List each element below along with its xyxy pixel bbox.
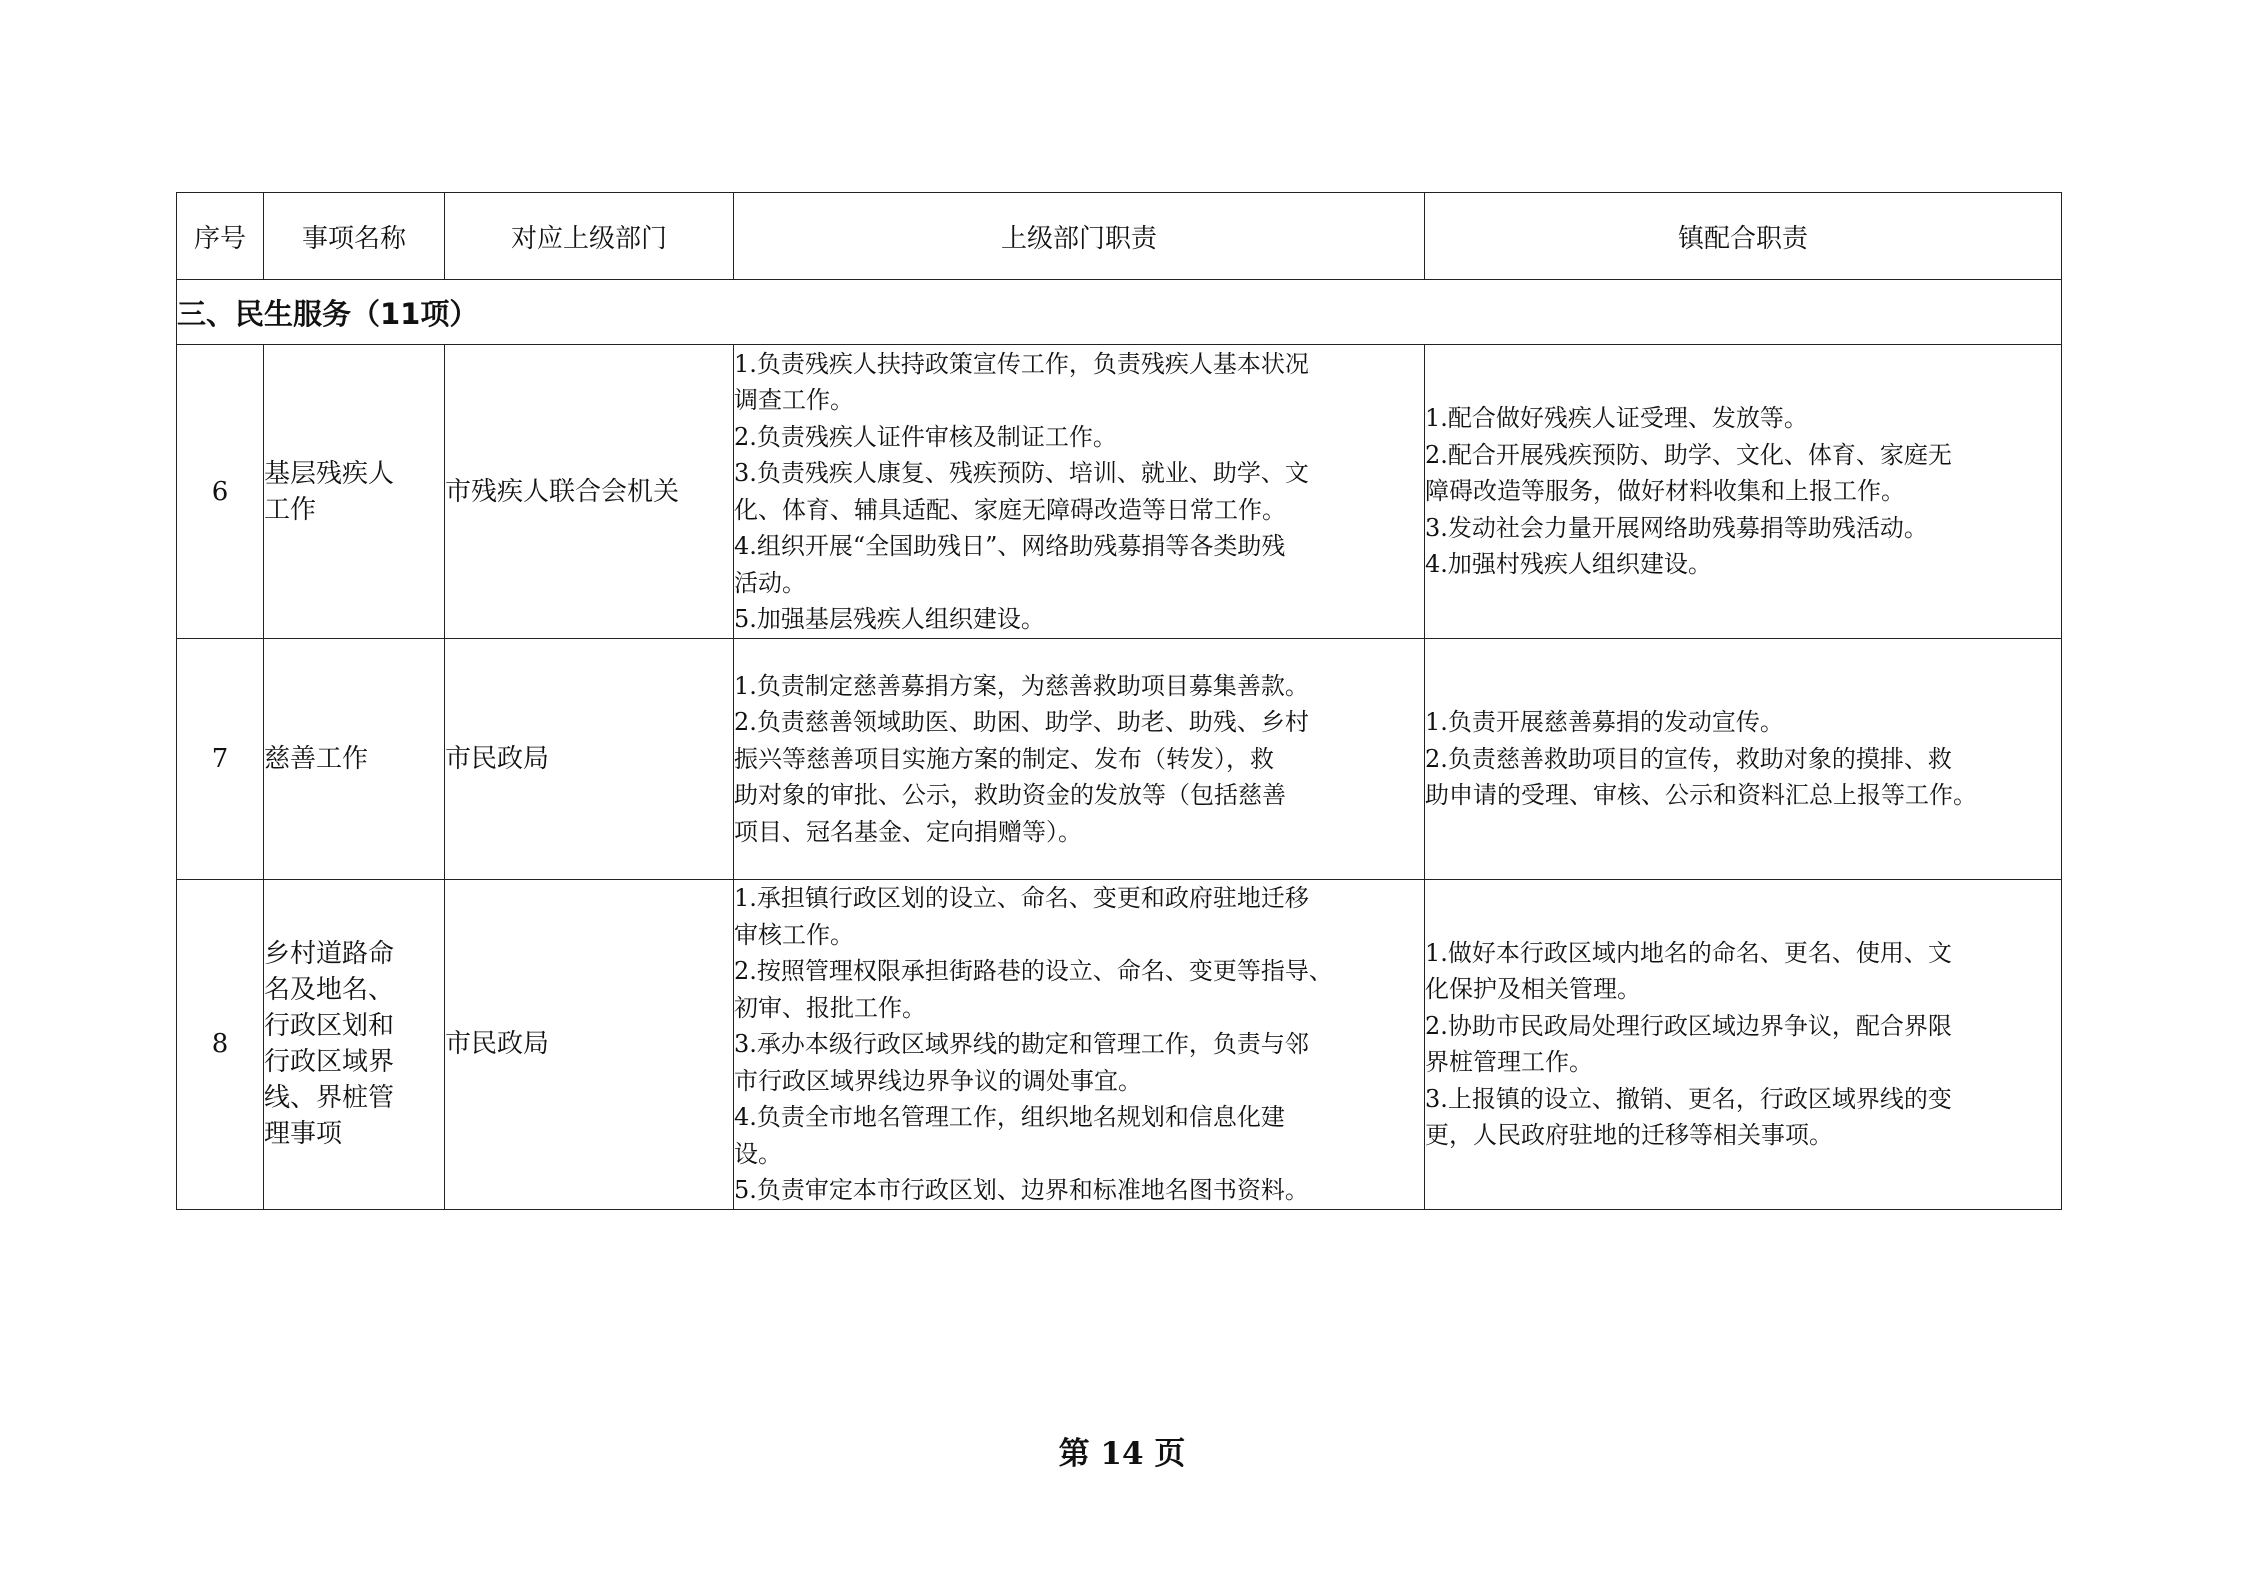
- row-seq: 8: [177, 880, 264, 1210]
- coop-line: 2.协助市民政局处理行政区域边界争议，配合界限: [1425, 1011, 1952, 1040]
- duties-table: [176, 192, 2062, 1210]
- coop-line: 3.发动社会力量开展网络助残募捐等助残活动。: [1425, 513, 1928, 542]
- duty-line: 项目、冠名基金、定向捐赠等）。: [734, 817, 1082, 846]
- section-row: [177, 280, 2062, 345]
- duty-line: 市行政区域界线边界争议的调处事宜。: [734, 1066, 1142, 1095]
- row-town-duties: [1425, 639, 2062, 880]
- item-name-line: 基层残疾人: [264, 458, 395, 489]
- coop-line: 2.负责慈善救助项目的宣传，救助对象的摸排、救: [1425, 744, 1952, 773]
- row-item-name: [264, 639, 445, 880]
- duty-line: 化、体育、辅具适配、家庭无障碍改造等日常工作。: [734, 495, 1286, 524]
- duty-line: 1.负责残疾人扶持政策宣传工作，负责残疾人基本状况: [734, 349, 1309, 378]
- coop-line: 1.配合做好残疾人证受理、发放等。: [1425, 404, 1808, 433]
- coop-line: 2.配合开展残疾预防、助学、文化、体育、家庭无: [1425, 440, 1952, 469]
- item-name-line: 行政区域界: [264, 1047, 395, 1078]
- row-town-duties: [1425, 345, 2062, 639]
- duty-line: 2.负责慈善领域助医、助困、助学、助老、助残、乡村: [734, 708, 1309, 737]
- row-department-duties: [734, 345, 1425, 639]
- header-seq: 序号: [177, 193, 264, 280]
- row-department: 市民政局: [445, 639, 734, 880]
- duty-line: 审核工作。: [734, 920, 854, 949]
- duty-line: 4.组织开展“全国助残日”、网络助残募捐等各类助残: [734, 532, 1286, 560]
- header-item-name: 事项名称: [264, 193, 445, 280]
- duty-line: 助对象的审批、公示，救助资金的发放等（包括慈善: [734, 781, 1286, 810]
- duty-line: 5.加强基层残疾人组织建设。: [734, 605, 1045, 633]
- duty-line: 初审、报批工作。: [734, 993, 926, 1022]
- header-town-duties: 镇配合职责: [1425, 193, 2062, 280]
- duty-line: 3.负责残疾人康复、残疾预防、培训、就业、助学、文: [734, 459, 1309, 487]
- coop-line: 1.负责开展慈善募捐的发动宣传。: [1425, 708, 1784, 737]
- section-title: 三、民生服务（11项）: [177, 280, 2062, 345]
- coop-line: 化保护及相关管理。: [1425, 975, 1641, 1004]
- item-name-line: 工作: [264, 494, 317, 525]
- table-row: [177, 880, 2062, 1210]
- item-name-line: 名及地名、: [264, 975, 395, 1006]
- row-department-duties: [734, 639, 1425, 880]
- row-seq: 7: [177, 639, 264, 880]
- row-item-name: [264, 345, 445, 639]
- coop-line: 障碍改造等服务，做好材料收集和上报工作。: [1425, 477, 1905, 506]
- row-town-duties: [1425, 880, 2062, 1210]
- item-name-line: 线、界桩管: [264, 1083, 395, 1114]
- coop-line: 4.加强村残疾人组织建设。: [1425, 550, 1712, 579]
- header-department: 对应上级部门: [445, 193, 734, 280]
- duty-line: 振兴等慈善项目实施方案的制定、发布（转发），救: [734, 744, 1274, 773]
- duty-line: 调查工作。: [734, 386, 854, 414]
- coop-line: 1.做好本行政区域内地名的命名、更名、使用、文: [1425, 938, 1952, 967]
- row-item-name: [264, 880, 445, 1210]
- duty-line: 2.负责残疾人证件审核及制证工作。: [734, 422, 1117, 451]
- item-name-line: 慈善工作: [264, 744, 369, 774]
- page-number: 第 14 页: [1058, 1436, 1186, 1472]
- duty-line: 1.负责制定慈善募捐方案，为慈善救助项目募集善款。: [734, 671, 1309, 700]
- duty-line: 1.承担镇行政区划的设立、命名、变更和政府驻地迁移: [734, 884, 1309, 912]
- item-name-line: 理事项: [264, 1119, 343, 1150]
- duty-line: 5.负责审定本市行政区划、边界和标准地名图书资料。: [734, 1176, 1309, 1204]
- table-row: [177, 639, 2062, 880]
- duty-line: 3.承办本级行政区域界线的勘定和管理工作，负责与邻: [734, 1030, 1309, 1058]
- table-header-row: [177, 193, 2062, 280]
- header-department-duties: 上级部门职责: [734, 193, 1425, 280]
- row-department: 市民政局: [445, 880, 734, 1210]
- table-row: [177, 345, 2062, 639]
- row-department-duties: [734, 880, 1425, 1210]
- coop-line: 3.上报镇的设立、撤销、更名，行政区域界线的变: [1425, 1084, 1952, 1113]
- item-name-line: 乡村道路命: [264, 939, 395, 970]
- row-department: 市残疾人联合会机关: [445, 345, 734, 639]
- coop-line: 更，人民政府驻地的迁移等相关事项。: [1425, 1121, 1833, 1150]
- duty-line: 4.负责全市地名管理工作，组织地名规划和信息化建: [734, 1103, 1285, 1131]
- item-name-line: 行政区划和: [264, 1011, 395, 1042]
- duty-line: 活动。: [734, 568, 806, 597]
- duty-line: 2.按照管理权限承担街路巷的设立、命名、变更等指导、: [734, 957, 1333, 985]
- coop-line: 界桩管理工作。: [1425, 1048, 1593, 1077]
- duty-line: 设。: [734, 1139, 782, 1168]
- row-seq: 6: [177, 345, 264, 639]
- coop-line: 助申请的受理、审核、公示和资料汇总上报等工作。: [1425, 781, 1977, 810]
